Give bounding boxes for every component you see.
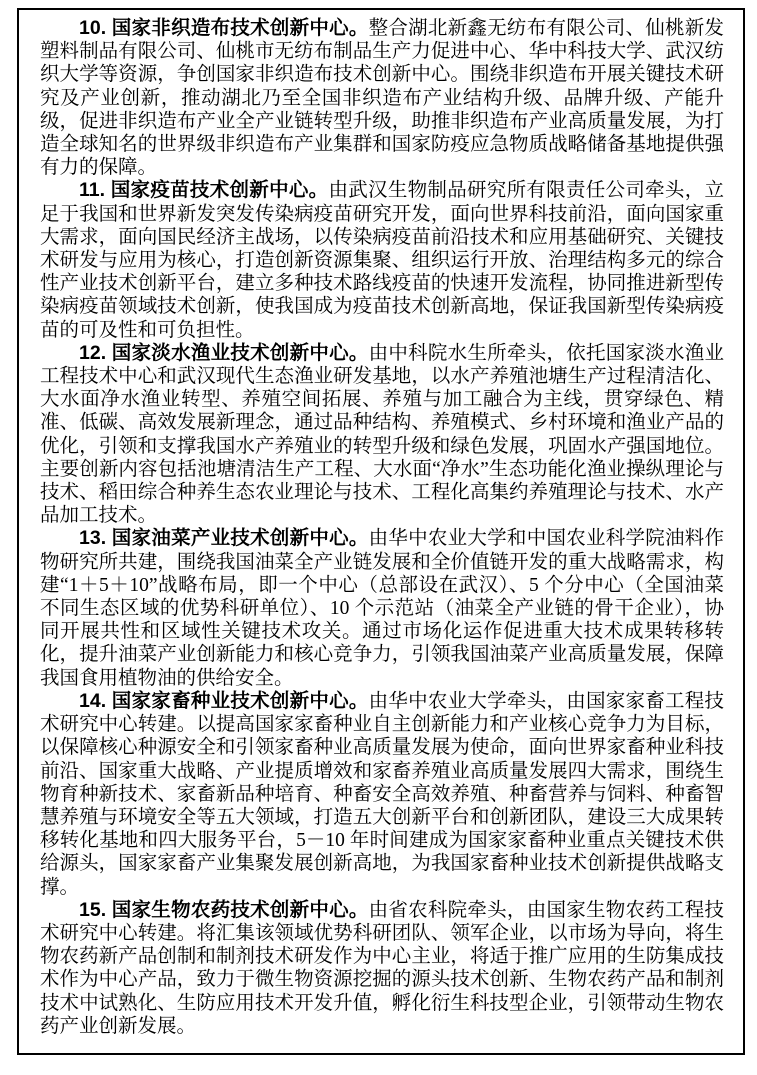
paragraph-body: 由武汉生物制品研究所有限责任公司牵头，立足于我国和世界新发突发传染病疫苗研究开发，面向世界科技前沿，面向国家重大需求，面向国民经济主战场，以传染病疫苗前沿技术和应用基础研究、关键技术研发与应用为核心，打造创新资源集聚、组织运行开放、治理结构多元的综合性产业技术创新平台，建立多种技术路线疫苗的快速开发流程，协同推进新型传染病疫苗领域技术创新，使我国成为疫苗技术创新高地，保证我国新型传染病疫苗的可及性和可负担性。: [40, 180, 724, 341]
paragraph-body: 由省农科院牵头，由国家生物农药工程技术研究中心转建。将汇集该领域优势科研团队、领军企业，以市场为导向，将生物农药新产品创制和制剂技术研发作为中心主业，将适于推广应用的生防集成技术作为中心产品，致力于微生物资源挖掘的源头技术创新、生物农药产品和制剂技术中试熟化、生防应用技术开发升值，孵化衍生科技型企业，引领带动生物农药产业创新发展。: [40, 899, 724, 1037]
paragraph-body: 整合湖北新鑫无纺布有限公司、仙桃新发塑料制品有限公司、仙桃市无纺布制品生产力促进中心、华中科技大学、武汉纺织大学等资源，争创国家非织造布技术创新中心。围绕非织造布开展关键技术研究及产业创新，推动湖北乃至全国非织造布产业结构升级、品牌升级、产能升级，促进非织造布产业全产业链转型升级，助推非织造布产业高质量发展，为打造全球知名的世界级非织造布产业集群和国家防疫应急物质战略储备基地提供强有力的保障。: [40, 18, 724, 179]
paragraph-number: 15.: [79, 898, 107, 921]
paragraph-body: 由华中农业大学和中国农业科学院油料作物研究所共建，围绕我国油菜全产业链发展和全价值链开发的重大战略需求，构建“1＋5＋10”战略布局，即一个中心（总部设在武汉）、5 个分中心（全国油菜不同生态区域的优势科研单位）、10 个示范站（油菜全产业链的骨干企业），协同开展共性和区域性关键技术攻关。通过市场化运作促进重大技术成果转移转化，提升油菜产业创新能力和核心竞争力，引领我国油菜产业高质量发展，保障我国食用植物油的供给安全。: [40, 528, 724, 689]
paragraph-heading: [79, 342, 369, 364]
paragraph-heading: [79, 899, 369, 921]
paragraph-title: 国家生物农药技术创新中心。: [111, 898, 369, 921]
paragraph-13: [40, 527, 724, 689]
paragraph-number: 12.: [79, 341, 107, 364]
paragraph-body: 由中科院水生所牵头，依托国家淡水渔业工程技术中心和武汉现代生态渔业研发基地，以水产养殖池塘生产过程清洁化、大水面净水渔业转型、养殖空间拓展、养殖与加工融合为主线，贯穿绿色、精准、低碳、高效发展新理念，通过品种结构、养殖模式、乡村环境和渔业产品的优化，引领和支撑我国水产养殖业的转型升级和绿色发展，巩固水产强国地位。主要创新内容包括池塘清洁生产工程、大水面“净水”生态功能化渔业操纵理论与技术、稻田综合种养生态农业理论与技术、工程化高集约养殖理论与技术、水产品加工技术。: [40, 342, 724, 527]
paragraph-title: 国家家畜种业技术创新中心。: [111, 689, 369, 712]
paragraph-number: 14.: [79, 689, 107, 712]
paragraph-title: 国家非织造布技术创新中心。: [111, 17, 369, 39]
paragraph-title: 国家淡水渔业技术创新中心。: [111, 341, 369, 364]
paragraph-10: [40, 17, 724, 179]
paragraph-body: 由华中农业大学牵头，由国家家畜工程技术研究中心转建。以提高国家家畜种业自主创新能力和产业核心竞争力为目标，以保障核心种源安全和引领家畜种业高质量发展为使命，面向世界家畜种业科技前沿、国家重大战略、产业提质增效和家畜养殖业高质量发展四大需求，围绕生物育种新技术、家畜新品种培育、种畜安全高效养殖、种畜营养与饲料、种畜智慧养殖与环境安全等五大领域，打造五大创新平台和创新团队，建设三大成果转移转化基地和四大服务平台，5－10 年时间建成为国家家畜种业重点关键技术供给源头，国家家畜产业集聚发展创新高地，为我国家畜种业技术创新提供战略支撑。: [40, 690, 724, 898]
paragraph-heading: [79, 179, 328, 201]
document-page: [40, 17, 724, 1038]
paragraph-heading: [79, 690, 369, 712]
paragraph-heading: [79, 17, 369, 39]
paragraph-number: 11.: [79, 179, 106, 202]
paragraph-title: 国家油菜产业技术创新中心。: [111, 527, 369, 550]
paragraph-title: 国家疫苗技术创新中心。: [110, 179, 329, 202]
paragraph-14: [40, 690, 724, 899]
paragraph-number: 13.: [79, 527, 107, 550]
paragraph-number: 10.: [79, 17, 107, 39]
paragraph-15: [40, 899, 724, 1038]
paragraph-12: [40, 342, 724, 528]
paragraph-11: [40, 179, 724, 341]
paragraph-heading: [79, 527, 369, 549]
